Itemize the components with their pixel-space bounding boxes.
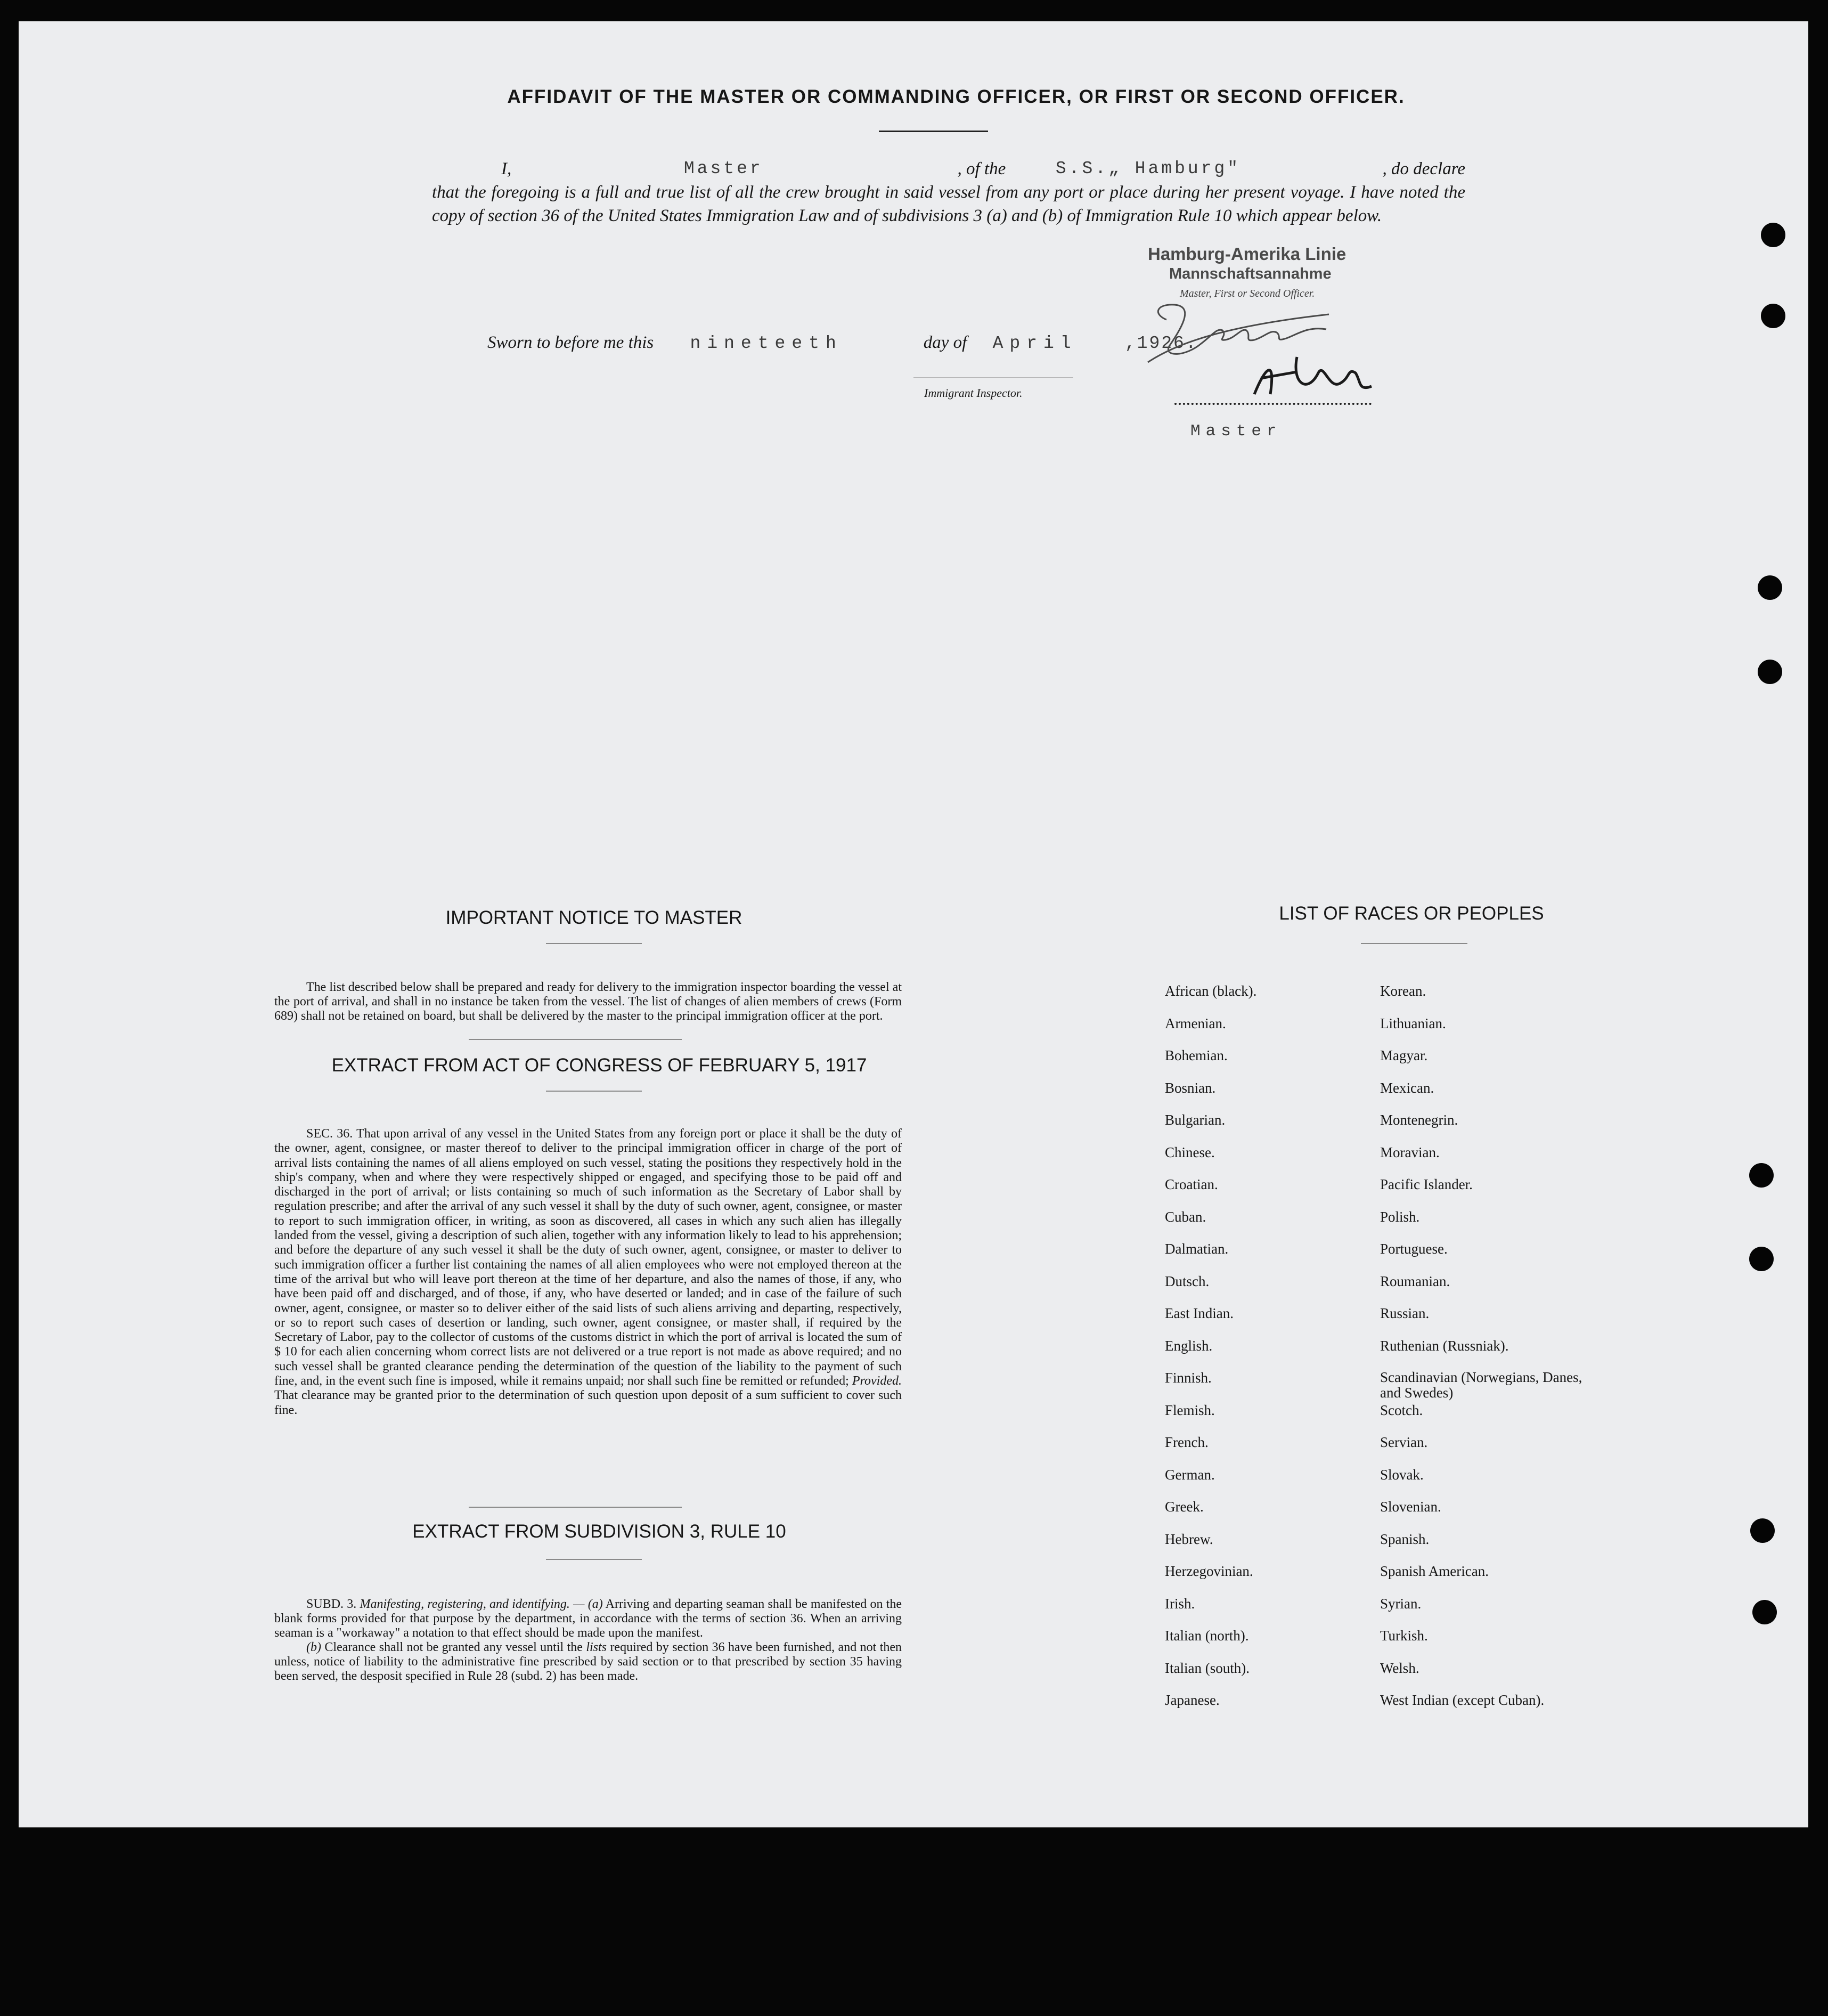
day-of-label: day of bbox=[923, 333, 967, 352]
race-item: Syrian. bbox=[1380, 1595, 1422, 1612]
subd-para-a bbox=[274, 1597, 902, 1640]
extract-act-divider bbox=[546, 1091, 642, 1092]
race-item: Armenian. bbox=[1165, 1015, 1226, 1031]
stamp-line-2: Mannschaftsannahme bbox=[1169, 265, 1332, 282]
race-item: Roumanian. bbox=[1380, 1273, 1450, 1289]
race-item: Dutsch. bbox=[1165, 1273, 1210, 1289]
race-item: Bulgarian. bbox=[1165, 1112, 1226, 1128]
race-item: Servian. bbox=[1380, 1434, 1428, 1450]
affidavit-body-text: that the foregoing is a full and true list of all the crew brought in said vessel from any port or place during her present voyage. I have noted the copy of section 36 of the United States Immigration Law and of subdivisions 3 (a) and (b) of Immigration Rule 10 which appear below. bbox=[432, 183, 1465, 225]
signatures bbox=[1137, 277, 1435, 416]
race-item: Cuban. bbox=[1165, 1208, 1206, 1225]
extract-rule-title: EXTRACT FROM SUBDIVISION 3, RULE 10 bbox=[412, 1521, 786, 1542]
stamp-line-1: Hamburg-Amerika Linie bbox=[1148, 244, 1346, 264]
race-item: Polish. bbox=[1380, 1208, 1420, 1225]
punch-hole bbox=[1749, 1163, 1774, 1188]
race-item: Spanish American. bbox=[1380, 1563, 1489, 1579]
punch-hole bbox=[1761, 223, 1785, 247]
race-item: Flemish. bbox=[1165, 1402, 1215, 1418]
para-b-text-2: required by section 36 have been furnished, and not then unless, notice of liability to the administrative fine prescribed by said section or to that prescribed by section 35 having been served, the desposit specified in Rule 28 (subd. 2) has been made. bbox=[274, 1640, 902, 1683]
race-item: Bosnian. bbox=[1165, 1079, 1216, 1096]
punch-hole bbox=[1758, 575, 1782, 600]
para-b-text-1: Clearance shall not be granted any vessel until the bbox=[324, 1640, 583, 1654]
extract-act-title: EXTRACT FROM ACT OF CONGRESS OF FEBRUARY 5, 1917 bbox=[331, 1055, 867, 1076]
race-item: English. bbox=[1165, 1337, 1213, 1354]
section-36-text bbox=[274, 1127, 902, 1418]
race-item: Greek. bbox=[1165, 1499, 1204, 1515]
race-item: Montenegrin. bbox=[1380, 1112, 1458, 1128]
race-item: East Indian. bbox=[1165, 1305, 1234, 1321]
race-item: Lithuanian. bbox=[1380, 1015, 1446, 1031]
of-the-label: , of the bbox=[957, 159, 1006, 178]
master-signature bbox=[1254, 357, 1372, 394]
stamp-scrawl bbox=[1148, 305, 1329, 362]
race-item: Slovak. bbox=[1380, 1466, 1424, 1483]
affidavit-title: AFFIDAVIT OF THE MASTER OR COMMANDING OFFICER, OR FIRST OR SECOND OFFICER. bbox=[507, 86, 1405, 107]
race-item: Italian (north). bbox=[1165, 1628, 1249, 1644]
provided-text: That clearance may be granted prior to the determination of such question upon deposit of a sum sufficient to cover such fine. bbox=[274, 1388, 902, 1417]
race-item: Bohemian. bbox=[1165, 1047, 1228, 1063]
race-item: Magyar. bbox=[1380, 1047, 1428, 1063]
races-divider bbox=[1361, 943, 1467, 944]
para-b-lists: lists bbox=[586, 1640, 607, 1654]
subdivision-3-text bbox=[274, 1597, 902, 1684]
officer-caption: Master, First or Second Officer. bbox=[1180, 288, 1315, 299]
subd-para-b bbox=[274, 1640, 902, 1684]
race-item: Scotch. bbox=[1380, 1402, 1423, 1418]
punch-hole bbox=[1752, 1600, 1777, 1624]
subd-para-a-text: Arriving and departing seaman shall be manifested on the blank forms provided for that purpose by the department, in accordance with the terms of section 36. When an arriving seaman is a "workaway" a notation to that effect should be made upon the manifest. bbox=[274, 1597, 902, 1640]
notice-body: The list described below shall be prepared and ready for delivery to the immigration inspector boarding the vessel at the port of arrival, and shall in no instance be taken from the vessel. The list of changes of alien members of crews (Form 689) shall not be retained on board, but shall be delivered by the master to the principal immigration officer at the port. bbox=[274, 980, 902, 1023]
document-page bbox=[19, 21, 1808, 1827]
race-item: African (black). bbox=[1165, 983, 1257, 999]
race-item: Finnish. bbox=[1165, 1370, 1212, 1386]
race-item: Croatian. bbox=[1165, 1176, 1218, 1192]
race-item: German. bbox=[1165, 1466, 1215, 1483]
race-item: Scandinavian (Norwegians, Danes, and Swedes) bbox=[1380, 1369, 1582, 1401]
race-item: Russian. bbox=[1380, 1305, 1430, 1321]
master-signature-line bbox=[1174, 403, 1372, 405]
title-divider bbox=[879, 131, 988, 132]
race-item: Irish. bbox=[1165, 1595, 1195, 1612]
section-divider-1 bbox=[469, 1039, 682, 1040]
punch-hole bbox=[1758, 660, 1782, 684]
vessel-field: S.S.„ Hamburg" bbox=[1055, 159, 1241, 178]
race-item: Moravian. bbox=[1380, 1144, 1440, 1160]
race-item: West Indian (except Cuban). bbox=[1380, 1692, 1545, 1708]
provided-word: Provided. bbox=[852, 1374, 902, 1388]
affidavit-declaration bbox=[432, 157, 1465, 227]
race-item: Mexican. bbox=[1380, 1079, 1434, 1096]
i-label: I, bbox=[501, 159, 512, 178]
race-item: Slovenian. bbox=[1380, 1499, 1441, 1515]
race-item: Spanish. bbox=[1380, 1531, 1430, 1547]
race-item: French. bbox=[1165, 1434, 1209, 1450]
notice-title: IMPORTANT NOTICE TO MASTER bbox=[445, 907, 742, 928]
punch-hole bbox=[1761, 304, 1785, 328]
race-item: Chinese. bbox=[1165, 1144, 1215, 1160]
races-column-2 bbox=[1380, 983, 1604, 1725]
do-declare-label: , do declare bbox=[1382, 159, 1465, 178]
day-field: nineteeth bbox=[690, 334, 843, 353]
punch-hole bbox=[1750, 1518, 1775, 1543]
section-divider-2 bbox=[469, 1507, 682, 1508]
subd-label: SUBD. 3. bbox=[306, 1597, 357, 1611]
name-field: Master bbox=[683, 159, 763, 178]
para-b-label: (b) bbox=[306, 1640, 321, 1654]
inspector-caption: Immigrant Inspector. bbox=[924, 386, 1023, 400]
race-item: Welsh. bbox=[1380, 1660, 1419, 1676]
year-field: ,1926. bbox=[1124, 334, 1198, 353]
subd-heading: Manifesting, registering, and identifying. — (a) bbox=[360, 1597, 603, 1611]
race-item: Dalmatian. bbox=[1165, 1241, 1229, 1257]
race-item: Pacific Islander. bbox=[1380, 1176, 1473, 1192]
race-item: Ruthenian (Russniak). bbox=[1380, 1337, 1509, 1354]
race-item: Japanese. bbox=[1165, 1692, 1220, 1708]
race-item: Hebrew. bbox=[1165, 1531, 1213, 1547]
race-item: Italian (south). bbox=[1165, 1660, 1250, 1676]
sworn-label: Sworn to before me this bbox=[487, 333, 654, 352]
notice-divider bbox=[546, 943, 642, 944]
race-item: Turkish. bbox=[1380, 1628, 1428, 1644]
inspector-signature-line bbox=[913, 377, 1073, 378]
punch-hole bbox=[1749, 1247, 1774, 1271]
race-item: Portuguese. bbox=[1380, 1241, 1448, 1257]
races-title: LIST OF RACES OR PEOPLES bbox=[1279, 903, 1544, 924]
race-item: Herzegovinian. bbox=[1165, 1563, 1253, 1579]
races-column-1 bbox=[1165, 983, 1394, 1725]
section-36-body: SEC. 36. That upon arrival of any vessel in the United States from any foreign port or place it shall be the duty of the owner, agent, consignee, or master thereof to deliver to the principal immigration officer in charge of the port of arrival lists containing the names of all aliens employed on such vessel, stating the positions they respectively hold in the ship's company, when and where they were respectively shipped or engaged, and specifying those to be paid off and discharged in the port of arrival; or lists containing so much of such information as the Secretary of Labor shall by regulation prescribe; and after the arrival of any such vessel it shall by the duty of such owner, agent, consignee, or master to report to such immigration officer, in writing, as soon as discovered, all cases in which any such alien has illegally landed from the vessel, giving a description of such alien, together with any information likely to lead to his apprehension; and before the departure of any such vessel it shall be the duty of such owner, agent, consignee, or master to deliver to such immigration officer a further list containing the names of all alien employees who were not employed thereon at the time of the arrival but who will leave port thereon at the time of her departure, and also the names of those, if any, who have been paid off and discharged, and of those, if any, who have deserted or landed; and in case of the failure of such owner, agent, consignee, or master so to deliver either of the said lists of such aliens arriving and departing, respectively, or so to report such cases of desertion or landing, such owner, agent consignee, or master shall, if required by the Secretary of Labor, pay to the collector of customs of the customs district in which the port of arrival is located the sum of $ 10 for each alien concerning whom correct lists are not delivered or a true report is not made as above required; and no such vessel shall be granted clearance pending the determination of the question of the liability to the payment of such fine, and, in the event such fine is imposed, while it remains unpaid; nor shall such fine be remitted or refunded; bbox=[274, 1127, 902, 1388]
extract-rule-divider bbox=[546, 1559, 642, 1560]
race-item: Korean. bbox=[1380, 983, 1426, 999]
month-field: April bbox=[992, 334, 1078, 353]
master-label: Master bbox=[1190, 422, 1282, 441]
